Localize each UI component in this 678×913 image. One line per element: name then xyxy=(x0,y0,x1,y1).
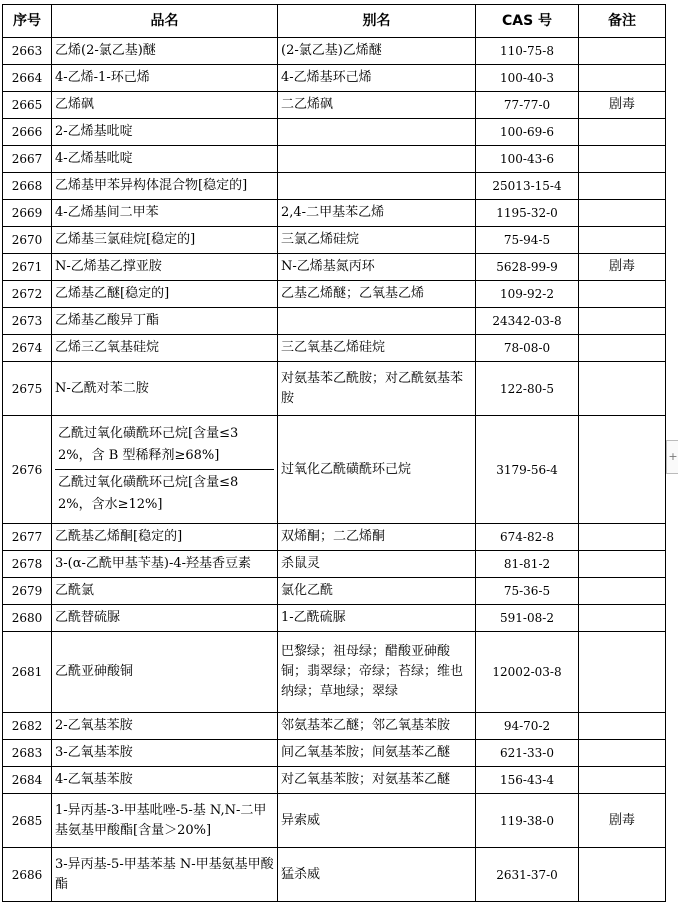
cell-note: 剧毒 xyxy=(579,254,666,281)
header-alias: 别名 xyxy=(278,5,476,38)
cell-note xyxy=(579,713,666,740)
cell-alias: 双烯酮；二乙烯酮 xyxy=(278,524,476,551)
cell-no: 2663 xyxy=(3,38,52,65)
cell-alias: 2,4-二甲基苯乙烯 xyxy=(278,200,476,227)
table-row xyxy=(3,794,666,848)
cell-note xyxy=(579,173,666,200)
cell-name: 3-(α-乙酰甲基苄基)-4-羟基香豆素 xyxy=(52,551,278,578)
cell-alias xyxy=(278,146,476,173)
cell-name: 乙烯基三氯硅烷[稳定的] xyxy=(52,227,278,254)
cell-no: 2674 xyxy=(3,335,52,362)
cell-cas: 100-43-6 xyxy=(476,146,579,173)
cell-alias: 邻氨基苯乙醚；邻乙氧基苯胺 xyxy=(278,713,476,740)
cell-note: 剧毒 xyxy=(579,794,666,848)
cell-cas: 674-82-8 xyxy=(476,524,579,551)
cell-cas: 3179-56-4 xyxy=(476,416,579,524)
table-row xyxy=(3,362,666,416)
table-header xyxy=(3,5,666,38)
cell-alias: 二乙烯砜 xyxy=(278,92,476,119)
cell-note xyxy=(579,551,666,578)
cell-no: 2666 xyxy=(3,119,52,146)
cell-name: 乙酰氯 xyxy=(52,578,278,605)
cell-name: 2-乙烯基吡啶 xyxy=(52,119,278,146)
table-row xyxy=(3,281,666,308)
cell-name: 4-乙烯-1-环己烯 xyxy=(52,65,278,92)
cell-alias: 乙基乙烯醚；乙氧基乙烯 xyxy=(278,281,476,308)
cell-cas: 94-70-2 xyxy=(476,713,579,740)
cell-no: 2673 xyxy=(3,308,52,335)
cell-name: 3-异丙基-5-甲基苯基 N-甲基氨基甲酸酯 xyxy=(52,848,278,902)
cell-alias: 对氨基苯乙酰胺；对乙酰氨基苯胺 xyxy=(278,362,476,416)
cell-no: 2680 xyxy=(3,605,52,632)
cell-cas: 110-75-8 xyxy=(476,38,579,65)
table-row xyxy=(3,848,666,902)
cell-note xyxy=(579,281,666,308)
cell-no: 2665 xyxy=(3,92,52,119)
header-row xyxy=(3,5,666,38)
cell-name: 乙烯砜 xyxy=(52,92,278,119)
table-body xyxy=(3,38,666,902)
cell-cas: 621-33-0 xyxy=(476,740,579,767)
cell-no: 2664 xyxy=(3,65,52,92)
header-cas: CAS 号 xyxy=(476,5,579,38)
cell-alias: 三乙氧基乙烯硅烷 xyxy=(278,335,476,362)
cell-name: 乙烯基乙酸异丁酯 xyxy=(52,308,278,335)
cell-alias: 猛杀威 xyxy=(278,848,476,902)
cell-name: 乙烯基甲苯异构体混合物[稳定的] xyxy=(52,173,278,200)
cell-note xyxy=(579,65,666,92)
cell-note xyxy=(579,119,666,146)
cell-name: 4-乙氧基苯胺 xyxy=(52,767,278,794)
cell-no: 2682 xyxy=(3,713,52,740)
header-note: 备注 xyxy=(579,5,666,38)
cell-note xyxy=(579,416,666,524)
cell-no: 2671 xyxy=(3,254,52,281)
cell-alias xyxy=(278,173,476,200)
cell-note: 剧毒 xyxy=(579,92,666,119)
table-row xyxy=(3,605,666,632)
cell-no: 2668 xyxy=(3,173,52,200)
cell-no: 2683 xyxy=(3,740,52,767)
cell-alias: 异索威 xyxy=(278,794,476,848)
table-row xyxy=(3,92,666,119)
cell-note xyxy=(579,632,666,713)
cell-note xyxy=(579,524,666,551)
cell-alias: 过氧化乙酰磺酰环己烷 xyxy=(278,416,476,524)
cell-cas: 119-38-0 xyxy=(476,794,579,848)
table-row xyxy=(3,713,666,740)
cell-cas: 75-36-5 xyxy=(476,578,579,605)
header-no: 序号 xyxy=(3,5,52,38)
cell-cas: 81-81-2 xyxy=(476,551,579,578)
cell-cas: 78-08-0 xyxy=(476,335,579,362)
cell-alias: 三氯乙烯硅烷 xyxy=(278,227,476,254)
name-variant: 乙酰过氧化磺酰环己烷[含量≤32%，含 B 型稀释剂≥68%] xyxy=(58,426,239,463)
cell-cas: 5628-99-9 xyxy=(476,254,579,281)
table-row xyxy=(3,524,666,551)
cell-name: 乙酰替硫脲 xyxy=(52,605,278,632)
cell-name: 乙烯基乙醚[稳定的] xyxy=(52,281,278,308)
cell-note xyxy=(579,335,666,362)
cell-name: 1-异丙基-3-甲基吡唑-5-基 N,N-二甲基氨基甲酸酯[含量＞20%] xyxy=(52,794,278,848)
cell-note xyxy=(579,605,666,632)
cell-name: N-乙酰对苯二胺 xyxy=(52,362,278,416)
chemical-table xyxy=(2,4,666,902)
cell-note xyxy=(579,200,666,227)
cell-cas: 109-92-2 xyxy=(476,281,579,308)
table-row xyxy=(3,146,666,173)
cell-note xyxy=(579,38,666,65)
cell-name: 乙烯三乙氧基硅烷 xyxy=(52,335,278,362)
cell-alias: 间乙氧基苯胺；间氨基苯乙醚 xyxy=(278,740,476,767)
cell-name: 乙烯(2-氯乙基)醚 xyxy=(52,38,278,65)
cell-no: 2667 xyxy=(3,146,52,173)
cell-cas: 156-43-4 xyxy=(476,767,579,794)
table-row xyxy=(3,416,666,524)
cell-alias: (2-氯乙基)乙烯醚 xyxy=(278,38,476,65)
cell-cas: 100-69-6 xyxy=(476,119,579,146)
cell-no: 2681 xyxy=(3,632,52,713)
cell-no: 2670 xyxy=(3,227,52,254)
cell-cas: 100-40-3 xyxy=(476,65,579,92)
cell-alias: 巴黎绿；祖母绿；醋酸亚砷酸铜；翡翠绿；帝绿；苔绿；维也纳绿；草地绿；翠绿 xyxy=(278,632,476,713)
cell-cas: 1195-32-0 xyxy=(476,200,579,227)
cell-note xyxy=(579,308,666,335)
cell-no: 2675 xyxy=(3,362,52,416)
table-row xyxy=(3,578,666,605)
cell-alias: 4-乙烯基环己烯 xyxy=(278,65,476,92)
cell-alias: N-乙烯基氮丙环 xyxy=(278,254,476,281)
cell-name xyxy=(52,416,278,524)
cell-no: 2669 xyxy=(3,200,52,227)
cell-alias: 氯化乙酰 xyxy=(278,578,476,605)
table-row xyxy=(3,740,666,767)
table-row xyxy=(3,632,666,713)
cell-name: 4-乙烯基间二甲苯 xyxy=(52,200,278,227)
table-row xyxy=(3,200,666,227)
table-row xyxy=(3,767,666,794)
cell-name: N-乙烯基乙撑亚胺 xyxy=(52,254,278,281)
cell-cas: 122-80-5 xyxy=(476,362,579,416)
cell-cas: 2631-37-0 xyxy=(476,848,579,902)
table-row xyxy=(3,173,666,200)
cell-name: 3-乙氧基苯胺 xyxy=(52,740,278,767)
expand-handle[interactable]: + xyxy=(666,440,678,474)
cell-note xyxy=(579,578,666,605)
table-row xyxy=(3,551,666,578)
cell-note xyxy=(579,146,666,173)
header-name: 品名 xyxy=(52,5,278,38)
cell-no: 2677 xyxy=(3,524,52,551)
table-row xyxy=(3,335,666,362)
cell-cas: 12002-03-8 xyxy=(476,632,579,713)
cell-no: 2676 xyxy=(3,416,52,524)
cell-cas: 75-94-5 xyxy=(476,227,579,254)
cell-no: 2684 xyxy=(3,767,52,794)
table-row xyxy=(3,254,666,281)
cell-no: 2679 xyxy=(3,578,52,605)
cell-note xyxy=(579,740,666,767)
cell-alias xyxy=(278,308,476,335)
table-row xyxy=(3,227,666,254)
cell-name: 乙酰亚砷酸铜 xyxy=(52,632,278,713)
cell-alias: 1-乙酰硫脲 xyxy=(278,605,476,632)
cell-cas: 25013-15-4 xyxy=(476,173,579,200)
cell-cas: 77-77-0 xyxy=(476,92,579,119)
cell-note xyxy=(579,848,666,902)
cell-no: 2672 xyxy=(3,281,52,308)
cell-cas: 24342-03-8 xyxy=(476,308,579,335)
table-row xyxy=(3,38,666,65)
table-row xyxy=(3,308,666,335)
cell-name: 2-乙氧基苯胺 xyxy=(52,713,278,740)
cell-name: 乙酰基乙烯酮[稳定的] xyxy=(52,524,278,551)
cell-no: 2685 xyxy=(3,794,52,848)
name-variant: 乙酰过氧化磺酰环己烷[含量≤82%，含水≥12%] xyxy=(55,469,274,518)
cell-alias xyxy=(278,119,476,146)
cell-alias: 对乙氧基苯胺；对氨基苯乙醚 xyxy=(278,767,476,794)
table-row xyxy=(3,119,666,146)
cell-no: 2686 xyxy=(3,848,52,902)
cell-note xyxy=(579,362,666,416)
table-row xyxy=(3,65,666,92)
cell-no: 2678 xyxy=(3,551,52,578)
cell-note xyxy=(579,227,666,254)
cell-name: 4-乙烯基吡啶 xyxy=(52,146,278,173)
cell-alias: 杀鼠灵 xyxy=(278,551,476,578)
cell-note xyxy=(579,767,666,794)
cell-cas: 591-08-2 xyxy=(476,605,579,632)
